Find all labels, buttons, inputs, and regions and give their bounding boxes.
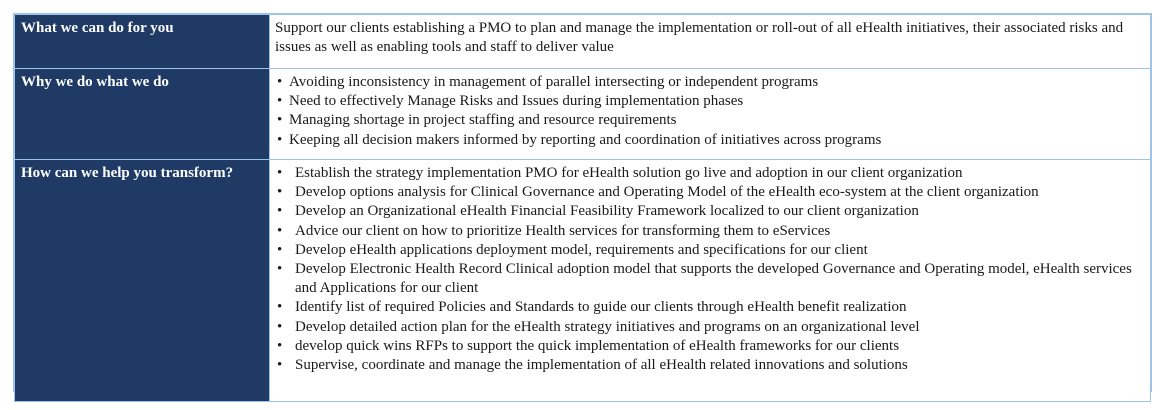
bullet-icon: • [277, 261, 283, 278]
row-content-what: Support our clients establishing a PMO to plan and manage the implementation or roll-out of all eHealth initiatives, their associated risks and issues as well as enabling tools and staff to deliver value [270, 15, 1151, 69]
bullet-icon: • [277, 337, 283, 354]
bullet-icon: • [277, 184, 283, 201]
bullet-icon: • [277, 318, 283, 335]
list-item: • develop quick wins RFPs to support the quick implementation of eHealth frameworks for our clients [275, 337, 1142, 356]
bullet-icon: • [277, 131, 283, 148]
row-heading-why: Why we do what we do [15, 69, 270, 160]
row-content-why [270, 69, 1151, 160]
list-item: • Develop detailed action plan for the eHealth strategy initiatives and programs on an organizational level [275, 318, 1142, 337]
list-item: • Develop Electronic Health Record Clinical adoption model that supports the developed Governance and Operating model, eHealth services and Applications for our client [277, 261, 1132, 297]
row-heading-how: How can we help you transform? [15, 160, 270, 402]
service-table [13, 13, 1152, 392]
how-list [275, 164, 1142, 375]
bullet-icon: • [277, 112, 283, 129]
why-list [275, 73, 1142, 150]
bullet-icon: • [277, 203, 283, 220]
bullet-icon: • [277, 93, 283, 110]
list-item: • Avoiding inconsistency in management of parallel intersecting or independent programs [275, 73, 1142, 92]
table-row-how [15, 160, 1151, 402]
bullet-icon: • [277, 74, 283, 90]
list-item: • Need to effectively Manage Risks and Issues during implementation phases [275, 92, 1142, 111]
bullet-icon: • [277, 299, 283, 316]
table-row-why [15, 69, 1151, 160]
service-table-grid [14, 14, 1151, 402]
bullet-icon: • [277, 222, 283, 239]
list-item: • Develop options analysis for Clinical Governance and Operating Model of the eHealth eco-system at the client organization [275, 183, 1142, 202]
bullet-icon: • [277, 165, 283, 181]
list-item: • Keeping all decision makers informed by reporting and coordination of initiatives across programs [275, 131, 1142, 150]
bullet-icon: • [277, 357, 283, 374]
list-item: • Identify list of required Policies and Standards to guide our clients through eHealth benefit realization [275, 298, 1142, 317]
table-row-what [15, 15, 1151, 69]
list-item: • Develop eHealth applications deployment model, requirements and specifications for our client [275, 241, 1142, 260]
row-content-how [270, 160, 1151, 402]
list-item: • Establish the strategy implementation PMO for eHealth solution go live and adoption in our client organization [275, 164, 1142, 183]
list-item: • Advice our client on how to prioritize Health services for transforming them to eServices [275, 222, 1142, 241]
bullet-icon: • [277, 241, 283, 258]
row-heading-what: What we can do for you [15, 15, 270, 69]
list-item: • Managing shortage in project staffing and resource requirements [275, 111, 1142, 130]
list-item: • Supervise, coordinate and manage the implementation of all eHealth related innovations and solutions [275, 356, 1142, 375]
list-item: • Develop an Organizational eHealth Financial Feasibility Framework localized to our client organization [275, 202, 1142, 221]
